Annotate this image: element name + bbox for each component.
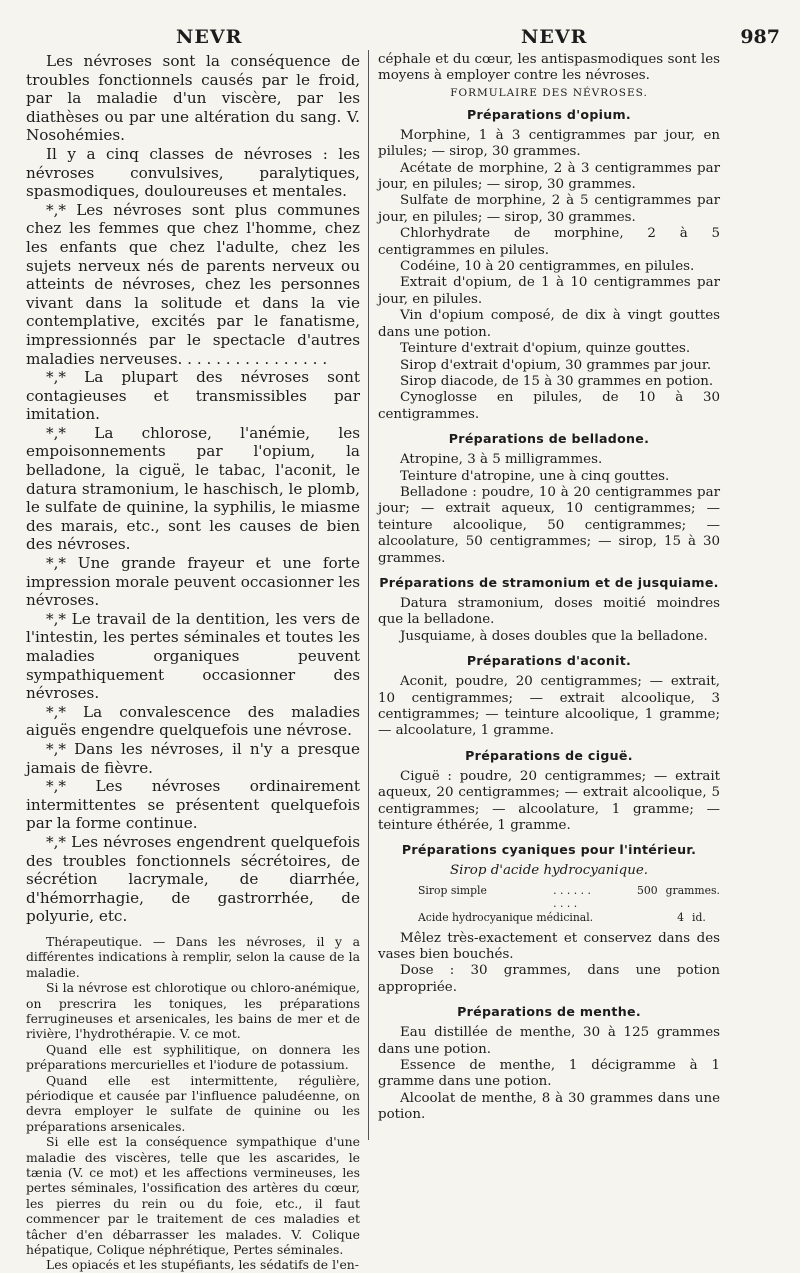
recipe-row — [418, 911, 720, 925]
heading-stramonium: Préparations de stramonium et de jusquiame. — [379, 574, 719, 590]
list-item: Eau distillée de menthe, 30 à 125 grammes dans une potion. — [378, 1025, 720, 1057]
page-number: 987 — [740, 26, 780, 48]
list-item: Acétate de morphine, 2 à 3 centigrammes par jour, en pilules; — sirop, 30 grammes. — [378, 160, 720, 193]
list-item: Teinture d'atropine, une à cinq gouttes. — [400, 468, 670, 484]
list-item: Sulfate de morphine, 2 à 5 centigrammes par jour, en pilules; — sirop, 30 grammes. — [378, 193, 720, 225]
list-item: Vin d'opium composé, de dix à vingt gouttes dans une potion. — [378, 308, 720, 340]
recipe-row — [418, 884, 720, 911]
paragraph: Il y a cinq classes de névroses : les névroses convulsives, paralytiques, spasmodiques, douloureuses et mentales. — [26, 144, 360, 201]
ingredient-name: Acide hydrocyanique médicinal. — [418, 911, 594, 925]
recipe-title: Sirop d'acide hydrocyanique. — [449, 863, 649, 879]
list-item: Aconit, poudre, 20 centigrammes; — extrait, 10 centigrammes; — extrait alcoolique, 3 centigrammes; — teinture alcoolique, 1 gramme; — alcoolature, 1 gramme. — [378, 674, 720, 739]
list-item: Extrait d'opium, de 1 à 10 centigrammes par jour, en pilules. — [378, 275, 720, 307]
section-title: FORMULAIRE DES NÉVROSES. — [450, 86, 648, 99]
ingredient-qty: 4 — [677, 911, 684, 925]
list-item: Ciguë : poudre, 20 centigrammes; — extrait aqueux, 20 centigrammes; — extrait alcoolique, 5 centigrammes; — alcoolature, 1 gramme; — teinture éthérée, 1 gramme. — [378, 768, 720, 834]
list-item: Sirop d'extrait d'opium, 30 grammes par jour. — [400, 357, 712, 373]
paragraph: *,* Le travail de la dentition, les vers de l'intestin, les pertes séminales et toutes les maladies organiques peuvent sympathiquement occasionner des névroses. — [26, 609, 360, 703]
paragraph: Les névroses sont la conséquence de troubles fonctionnels causés par le froid, par la maladie d'un viscère, par les diathèses ou par une altération du sang. V. Nosohémies. — [26, 52, 360, 145]
paragraph: céphale et du cœur, les antispasmodiques sont les moyens à employer contre les névroses. — [378, 52, 720, 84]
therapy-paragraph: Quand elle est intermittente, régulière, périodique et causée par l'influence paludéenne, on devra employer le sulfate de quinine ou les préparations arsenicales. — [26, 1072, 360, 1134]
list-item: Codéine, 10 à 20 centigrammes, en pilules. — [400, 259, 695, 275]
paragraph: Dose : 30 grammes, dans une potion appropriée. — [378, 963, 720, 995]
ingredient-unit: id. — [692, 911, 706, 925]
list-item: Teinture d'extrait d'opium, quinze gouttes. — [400, 341, 691, 357]
right-column — [378, 52, 720, 1124]
paragraph: *,* Les névroses engendrent quelquefois des troubles fonctionnels sécrétoires, de sécrétion lacrymale, de diarrhée, d'hémorrhagie, de gastrorrhée, de polyurie, etc. — [26, 832, 360, 926]
paragraph: *,* Les névroses sont plus communes chez les femmes que chez l'homme, chez les enfants que chez l'adulte, chez les sujets nerveux nés de parents nerveux ou atteints de névroses, chez les personnes vivant dans la solitude et dans la vie contemplative, excités par le fanatisme, impressionnés par le spectacle d'autres maladies nerveuses. . . . . . . . . . . . . . . . — [26, 200, 360, 368]
header-left-word: NEVR — [176, 26, 243, 48]
paragraph: *,* La plupart des névroses sont contagieuses et transmissibles par imitation. — [26, 368, 360, 424]
heading-opium: Préparations d'opium. — [466, 106, 632, 122]
list-item: Alcoolat de menthe, 8 à 30 grammes dans une potion. — [378, 1090, 720, 1123]
list-item: Essence de menthe, 1 décigramme à 1 gramme dans une potion. — [378, 1058, 720, 1090]
paragraph: *,* Dans les névroses, il n'y a presque jamais de fièvre. — [26, 739, 360, 777]
column-divider — [368, 50, 369, 1140]
recipe-table — [418, 884, 720, 925]
paragraph: *,* La convalescence des maladies aiguës engendre quelquefois une névrose. — [26, 702, 360, 740]
list-item: Datura stramonium, doses moitié moindres que la belladone. — [378, 595, 720, 628]
left-column — [26, 52, 360, 1273]
paragraph: *,* Les névroses ordinairement intermittentes se présentent quelquefois par la forme continue. — [26, 777, 360, 833]
heading-aconit: Préparations d'aconit. — [466, 653, 632, 669]
therapy-paragraph: Si elle est la conséquence sympathique d'une maladie des viscères, telle que les ascarides, le tænia (V. ce mot) et les affections vermineuses, les pertes séminales, l'ossification des artères du cœur, les pierres du rein ou du foie, etc., il faut commencer par le traitement de ces maladies et tâcher d'en débarrasser les malades. V. Colique hépatique, Colique néphrétique, Pertes séminales. — [26, 1134, 360, 1258]
paragraph: *,* Une grande frayeur et une forte impression morale peuvent occasionner les névroses. — [26, 554, 361, 610]
opium-list — [378, 128, 720, 423]
therapy-paragraph: Si la névrose est chlorotique ou chloro-anémique, on prescrira les toniques, les préparations ferrugineuses et arsenicales, les bains de mer et de rivière, l'hydrothérapie. V. ce mot. — [26, 980, 360, 1042]
list-item: Chlorhydrate de morphine, 2 à 5 centigrammes en pilules. — [378, 226, 720, 258]
leader-dots: . . . . . . . . . . — [553, 883, 591, 911]
list-item: Cynoglosse en pilules, de 10 à 30 centigrammes. — [378, 390, 720, 422]
list-item: Jusquiame, à doses doubles que la belladone. — [400, 628, 708, 644]
heading-menthe: Préparations de menthe. — [457, 1004, 641, 1020]
ingredient-name: Sirop simple — [418, 883, 487, 897]
heading-belladone: Préparations de belladone. — [448, 431, 650, 447]
list-item: Atropine, 3 à 5 milligrammes. — [400, 452, 603, 468]
ingredient-qty: 500 — [637, 883, 658, 897]
paragraph: Mêlez très-exactement et conservez dans des vases bien bouchés. — [378, 930, 720, 963]
header-center-word: NEVR — [521, 26, 588, 48]
paragraph: *,* La chlorose, l'anémie, les empoisonnements par l'opium, la belladone, la ciguë, le tabac, l'aconit, le datura stramonium, le haschisch, le plomb, le sulfate de quinine, la syphilis, le miasme des marais, etc., sont les causes de bien des névroses. — [26, 423, 360, 554]
list-item: Sirop diacode, de 15 à 30 grammes en potion. — [400, 373, 714, 389]
heading-cyaniques: Préparations cyaniques pour l'intérieur. — [401, 842, 697, 858]
therapy-paragraph: Les opiacés et les stupéfiants, les sédatifs de l'en- — [46, 1257, 359, 1273]
list-item: Morphine, 1 à 3 centigrammes par jour, en pilules; — sirop, 30 grammes. — [378, 127, 720, 160]
ingredient-unit: grammes. — [665, 883, 720, 897]
list-item: Belladone : poudre, 10 à 20 centigrammes par jour; — extrait aqueux, 10 centigrammes; — teinture alcoolique, 50 centigrammes; — alcoolature, 50 centigrammes; — sirop, 15 à 30 grammes. — [378, 484, 720, 566]
heading-cigue: Préparations de ciguë. — [465, 747, 633, 763]
therapy-paragraph: Thérapeutique. — Dans les névroses, il y a différentes indications à remplir, selon la cause de la maladie. — [26, 933, 360, 980]
therapy-paragraph: Quand elle est syphilitique, on donnera les préparations mercurielles et l'iodure de potassium. — [26, 1041, 360, 1073]
